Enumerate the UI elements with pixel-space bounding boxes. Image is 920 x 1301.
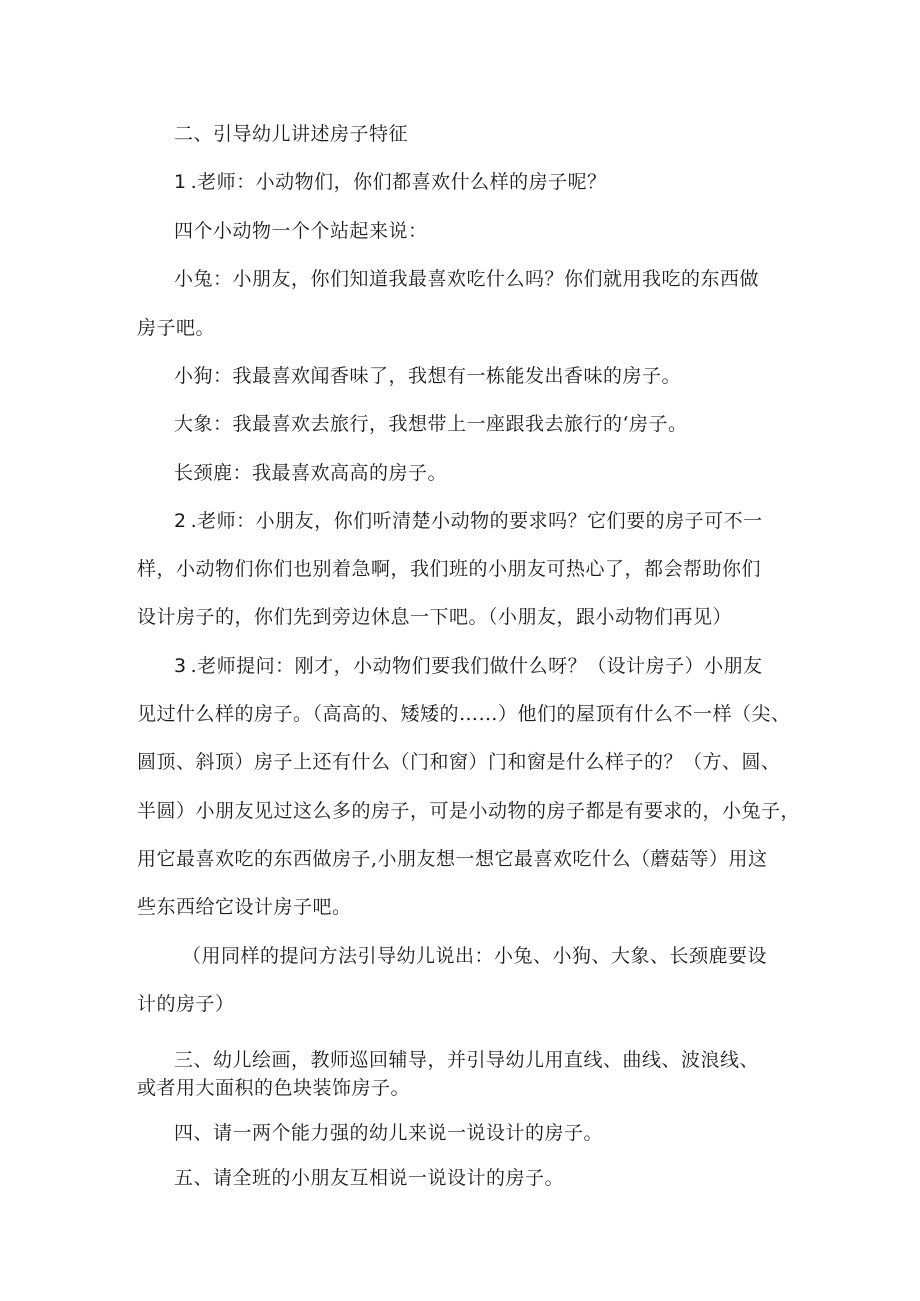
item-3-number: 3 bbox=[174, 655, 187, 677]
item-3-line-5: 用它最喜欢吃的东西做房子,小朋友想一想它最喜欢吃什么（蘑菇等）用这 bbox=[137, 848, 768, 870]
section-2-heading: 二、引导幼儿讲述房子特征 bbox=[174, 123, 409, 145]
giraffe-line: 长颈鹿：我最喜欢高高的房子。 bbox=[174, 462, 448, 484]
section-4-line: 四、请一两个能力强的幼儿来说一说设计的房子。 bbox=[174, 1122, 604, 1144]
item-1-text: .老师：小动物们，你们都喜欢什么样的房子呢？ bbox=[190, 171, 607, 193]
item-2-number: 2 bbox=[174, 510, 187, 532]
item-1-paragraph bbox=[174, 170, 607, 194]
item-3-line-2: 见过什么样的房子。（高高的、矮矮的……）他们的屋顶有什么不一样（尖、 bbox=[137, 703, 791, 725]
animals-intro: 四个小动物一个个站起来说： bbox=[174, 220, 428, 242]
item-1-number: 1 bbox=[174, 171, 187, 193]
note-line-1: （用同样的提问方法引导幼儿说出：小兔、小狗、大象、长颈鹿要设 bbox=[182, 945, 768, 967]
item-3-line-4: 半圆）小朋友见过这么多的房子，可是小动物的房子都是有要求的，小兔子， bbox=[137, 800, 801, 822]
item-3-text-1: .老师提问：刚才，小动物们要我们做什么呀？（设计房子）小朋友 bbox=[190, 655, 763, 677]
note-line-2: 计的房子） bbox=[137, 993, 235, 1015]
rabbit-line-1: 小兔：小朋友，你们知道我最喜欢吃什么吗？你们就用我吃的东西做 bbox=[174, 268, 760, 290]
dog-line: 小狗：我最喜欢闻香味了，我想有一栋能发出香味的房子。 bbox=[174, 365, 682, 387]
section-3-line-1: 三、幼儿绘画，教师巡回辅导，并引导幼儿用直线、曲线、波浪线、 bbox=[174, 1049, 760, 1071]
rabbit-line-2: 房子吧。 bbox=[137, 317, 216, 339]
item-3-line-1 bbox=[174, 654, 763, 678]
item-2-line-2: 样，小动物们你们也别着急啊，我们班的小朋友可热心了，都会帮助你们 bbox=[137, 558, 762, 580]
item-2-line-1 bbox=[174, 509, 763, 533]
elephant-line: 大象：我最喜欢去旅行，我想带上一座跟我去旅行的‘房子。 bbox=[174, 413, 688, 435]
section-5-line: 五、请全班的小朋友互相说一说设计的房子。 bbox=[174, 1167, 565, 1189]
section-3-line-2: 或者用大面积的色块装饰房子。 bbox=[137, 1077, 411, 1099]
item-3-line-6: 些东西给它设计房子吧。 bbox=[137, 896, 352, 918]
item-2-line-3: 设计房子的，你们先到旁边休息一下吧。（小朋友，跟小动物们再见） bbox=[137, 606, 733, 628]
item-2-text-1: .老师：小朋友，你们听清楚小动物的要求吗？它们要的房子可不一 bbox=[190, 510, 763, 532]
item-3-line-3: 圆顶、斜顶）房子上还有什么（门和窗）门和窗是什么样子的？（方、圆、 bbox=[137, 751, 781, 773]
